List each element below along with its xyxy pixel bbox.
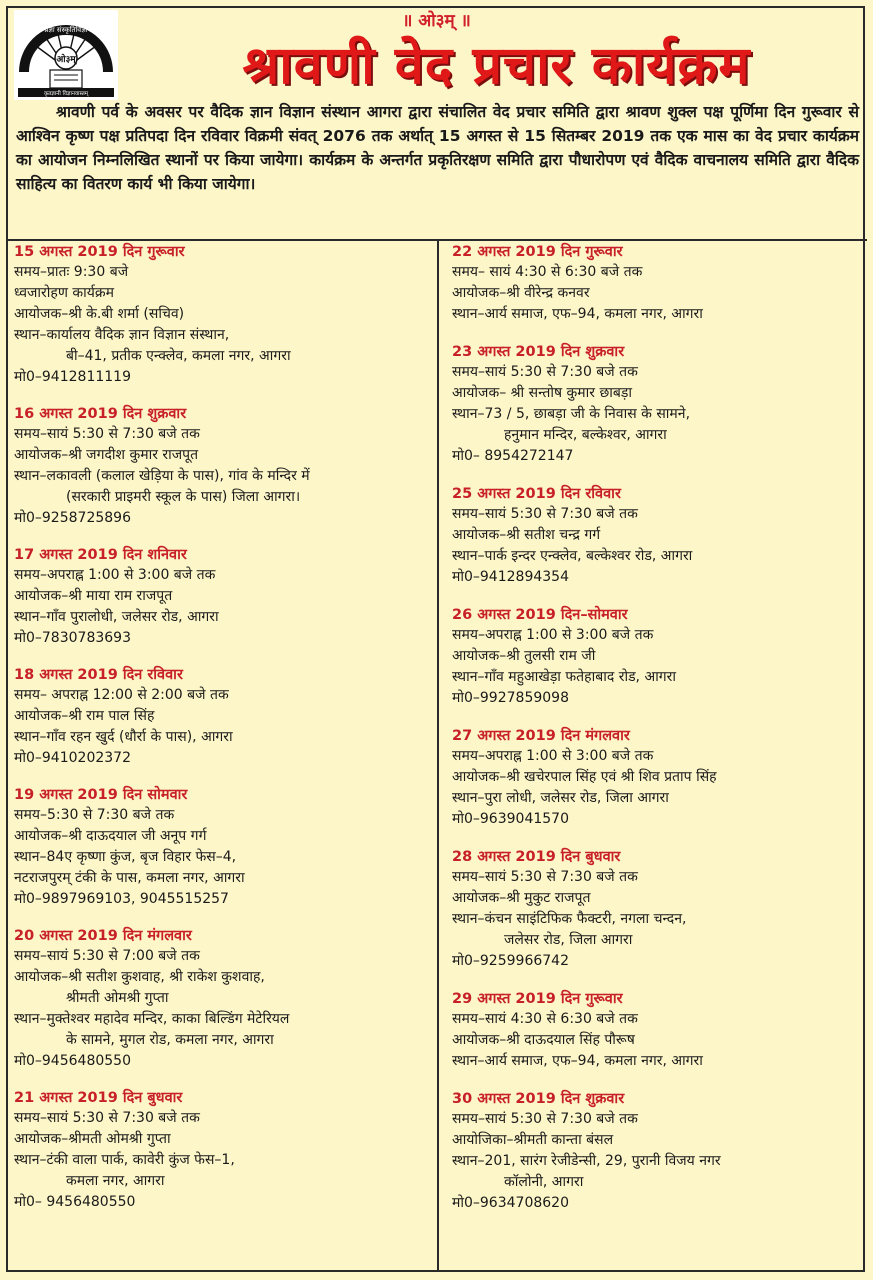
event-detail-line: कमला नगर, आगरा: [66, 1173, 165, 1189]
event-block: [452, 242, 862, 325]
event-detail-line: आयोजक–श्री माया राम राजपूत: [14, 588, 173, 604]
event-detail-line: हनुमान मन्दिर, बल्केश्वर, आगरा: [504, 427, 667, 443]
event-detail-line: मो0–9412811119: [14, 369, 131, 385]
event-detail-line: आयोजक–श्री खचेरपाल सिंह एवं श्री शिव प्रताप सिंह: [452, 769, 717, 785]
event-detail-line: (सरकारी प्राइमरी स्कूल के पास) जिला आगरा।: [66, 489, 301, 505]
event-detail-line: स्थान–पुरा लोधी, जलेसर रोड, जिला आगरा: [452, 790, 669, 806]
event-detail-line: समय–प्रातः 9:30 बजे: [14, 264, 129, 280]
event-detail-line: मो0–9259966742: [452, 953, 569, 969]
event-block: [14, 926, 434, 1072]
event-detail-line: आयोजिका–श्रीमती कान्ता बंसल: [452, 1132, 614, 1148]
event-detail-line: स्थान–आर्य समाज, एफ–94, कमला नगर, आगरा: [452, 1053, 703, 1069]
event-detail-line: आयोजक–श्री के.बी शर्मा (सचिव): [14, 306, 185, 322]
event-block: [14, 665, 434, 769]
event-block: [452, 989, 862, 1072]
event-block: [14, 242, 434, 388]
event-detail-line: स्थान–आर्य समाज, एफ–94, कमला नगर, आगरा: [452, 306, 703, 322]
event-detail-line: समय– सायं 4:30 से 6:30 बजे तक: [452, 264, 643, 280]
logo-ring-text: वा प्रज्ञा संस्कृतिविज्ञानम्: [36, 26, 96, 34]
event-date-heading: 29 अगस्त 2019 दिन गुरूवार: [452, 991, 623, 1007]
event-detail-line: समय–सायं 5:30 से 7:30 बजे तक: [452, 364, 638, 380]
event-detail-line: आयोजक–श्री दाऊदयाल जी अनूप गर्ग: [14, 828, 207, 844]
event-detail-line: आयोजक–श्रीमती ओमश्री गुप्ता: [14, 1131, 171, 1147]
event-block: [14, 404, 434, 529]
event-detail-line: समय–सायं 5:30 से 7:30 बजे तक: [452, 869, 638, 885]
column-divider: [437, 241, 439, 1272]
event-detail-line: ध्वजारोहण कार्यक्रम: [14, 285, 115, 301]
event-block: [14, 1088, 434, 1213]
event-block: [452, 1089, 862, 1214]
event-block: [452, 605, 862, 709]
event-detail-line: स्थान–कार्यालय वैदिक ज्ञान विज्ञान संस्थान,: [14, 327, 230, 343]
event-block: [14, 785, 434, 910]
event-detail-line: मो0–7830783693: [14, 630, 131, 646]
event-detail-line: स्थान–गाँव रहन खुर्द (धौर्रा के पास), आगरा: [14, 729, 233, 745]
event-detail-line: स्थान–लकावली (कलाल खेड़िया के पास), गांव के मन्दिर में: [14, 468, 310, 484]
event-detail-line: समय–सायं 5:30 से 7:30 बजे तक: [14, 1110, 200, 1126]
event-detail-line: समय–सायं 5:30 से 7:30 बजे तक: [452, 506, 638, 522]
event-detail-line: स्थान–201, सारंग रेजीडेन्सी, 29, पुरानी विजय नगर: [452, 1153, 721, 1169]
logo-om-text: ओ३म्: [56, 55, 76, 65]
event-detail-line: जलेसर रोड, जिला आगरा: [504, 932, 633, 948]
event-detail-line: स्थान–कंचन साइंटिफिक फैक्टरी, नगला चन्दन,: [452, 911, 687, 927]
event-detail-line: स्थान–टंकी वाला पार्क, कावेरी कुंज फेस–1,: [14, 1152, 235, 1168]
event-date-heading: 16 अगस्त 2019 दिन शुक्रवार: [14, 406, 187, 422]
event-date-heading: 17 अगस्त 2019 दिन शनिवार: [14, 547, 187, 563]
right-schedule-column: [452, 242, 862, 1231]
event-date-heading: 28 अगस्त 2019 दिन बुधवार: [452, 849, 621, 865]
event-detail-line: कॉलोनी, आगरा: [504, 1174, 584, 1190]
event-detail-line: समय–अपराह्न 1:00 से 3:00 बजे तक: [452, 627, 654, 643]
event-detail-line: समय–अपराह्न 1:00 से 3:00 बजे तक: [14, 567, 216, 583]
event-detail-line: मो0–9258725896: [14, 510, 131, 526]
event-block: [452, 847, 862, 972]
event-detail-line: आयोजक–श्री तुलसी राम जी: [452, 648, 596, 664]
event-date-heading: 25 अगस्त 2019 दिन रविवार: [452, 486, 621, 502]
logo-bottom-text: कृतज्ञानी विज्ञानवास्तम्: [43, 91, 89, 97]
event-detail-line: समय–अपराह्न 1:00 से 3:00 बजे तक: [452, 748, 654, 764]
event-detail-line: स्थान–84ए कृष्णा कुंज, बृज विहार फेस–4,: [14, 849, 237, 865]
event-date-heading: 21 अगस्त 2019 दिन बुधवार: [14, 1090, 183, 1106]
event-detail-line: मो0–9897969103, 9045515257: [14, 891, 229, 907]
event-detail-line: श्रीमती ओमश्री गुप्ता: [66, 990, 169, 1006]
event-detail-line: स्थान–73 / 5, छाबड़ा जी के निवास के सामने,: [452, 406, 691, 422]
event-detail-line: मो0–9456480550: [14, 1053, 131, 1069]
event-detail-line: मो0–9639041570: [452, 811, 569, 827]
event-detail-line: समय–सायं 5:30 से 7:00 बजे तक: [14, 948, 200, 964]
event-detail-line: के सामने, मुगल रोड, कमला नगर, आगरा: [66, 1032, 274, 1048]
event-block: [14, 545, 434, 649]
event-detail-line: स्थान–गाँव महुआखेड़ा फतेहाबाद रोड, आगरा: [452, 669, 677, 685]
event-detail-line: आयोजक–श्री वीरेन्द्र कनवर: [452, 285, 590, 301]
event-detail-line: समय–5:30 से 7:30 बजे तक: [14, 807, 175, 823]
event-detail-line: आयोजक–श्री सतीश कुशवाह, श्री राकेश कुशवाह,: [14, 969, 265, 985]
om-heading: ॥ ओ३म् ॥: [402, 11, 471, 31]
intro-paragraph: [16, 100, 859, 196]
event-detail-line: मो0–9412894354: [452, 569, 569, 585]
left-schedule-column: [14, 242, 434, 1229]
event-date-heading: 22 अगस्त 2019 दिन गुरूवार: [452, 244, 623, 260]
event-detail-line: नटराजपुरम् टंकी के पास, कमला नगर, आगरा: [14, 870, 245, 886]
event-detail-line: आयोजक–श्री दाऊदयाल सिंह पौरूष: [452, 1032, 635, 1048]
event-detail-line: मो0–9927859098: [452, 690, 569, 706]
event-detail-line: मो0– 9456480550: [14, 1194, 136, 1210]
event-detail-line: स्थान–गाँव पुरालोधी, जलेसर रोड, आगरा: [14, 609, 219, 625]
intro-text: श्रावणी पर्व के अवसर पर वैदिक ज्ञान विज्ञान संस्थान आगरा द्वारा संचालित वेद प्रचार समिति द्वारा श्रावण शुक्ल पक्ष पूर्णिमा दिन गुरूवार से आश्विन कृष्ण पक्ष प्रतिपदा दिन रविवार विक्रमी संवत् 2076 तक अर्थात् 15 अगस्त से 15 सितम्बर 2019 तक एक मास का वेद प्रचार कार्यक्रम का आयोजन निम्नलिखित स्थानों पर किया जायेगा। कार्यक्रम के अन्तर्गत प्रकृतिरक्षण समिति द्वारा पौधारोपण एवं वैदिक वाचनालय समिति द्वारा वैदिक साहित्य का वितरण कार्य भी किया जायेगा।: [16, 103, 859, 193]
event-block: [452, 726, 862, 830]
event-detail-line: आयोजक– श्री सन्तोष कुमार छाबड़ा: [452, 385, 633, 401]
event-detail-line: आयोजक–श्री मुकुट राजपूत: [452, 890, 591, 906]
event-date-heading: 23 अगस्त 2019 दिन शुक्रवार: [452, 344, 625, 360]
event-detail-line: बी–41, प्रतीक एन्क्लेव, कमला नगर, आगरा: [66, 348, 291, 364]
event-date-heading: 20 अगस्त 2019 दिन मंगलवार: [14, 928, 192, 944]
event-detail-line: समय–सायं 5:30 से 7:30 बजे तक: [452, 1111, 638, 1127]
event-detail-line: स्थान–पार्क इन्दर एन्क्लेव, बल्केश्वर रोड, आगरा: [452, 548, 693, 564]
event-date-heading: 27 अगस्त 2019 दिन मंगलवार: [452, 728, 630, 744]
event-date-heading: 19 अगस्त 2019 दिन सोमवार: [14, 787, 188, 803]
event-detail-line: मो0–9410202372: [14, 750, 131, 766]
event-detail-line: आयोजक–श्री राम पाल सिंह: [14, 708, 155, 724]
event-date-heading: 30 अगस्त 2019 दिन शुक्रवार: [452, 1091, 625, 1107]
event-date-heading: 15 अगस्त 2019 दिन गुरूवार: [14, 244, 185, 260]
event-date-heading: 26 अगस्त 2019 दिन–सोमवार: [452, 607, 628, 623]
event-block: [452, 342, 862, 467]
event-detail-line: आयोजक–श्री सतीश चन्द्र गर्ग: [452, 527, 601, 543]
event-detail-line: मो0– 8954272147: [452, 448, 574, 464]
event-block: [452, 484, 862, 588]
event-detail-line: स्थान–मुक्तेश्वर महादेव मन्दिर, काका बिल्डिंग मेटेरियल: [14, 1011, 290, 1027]
event-detail-line: समय– अपराह्न 12:00 से 2:00 बजे तक: [14, 687, 229, 703]
event-detail-line: आयोजक–श्री जगदीश कुमार राजपूत: [14, 447, 199, 463]
event-detail-line: मो0–9634708620: [452, 1195, 569, 1211]
event-detail-line: समय–सायं 5:30 से 7:30 बजे तक: [14, 426, 200, 442]
event-date-heading: 18 अगस्त 2019 दिन रविवार: [14, 667, 183, 683]
event-detail-line: समय–सायं 4:30 से 6:30 बजे तक: [452, 1011, 638, 1027]
page-title: श्रावणी वेद प्रचार कार्यक्रम: [242, 36, 751, 96]
